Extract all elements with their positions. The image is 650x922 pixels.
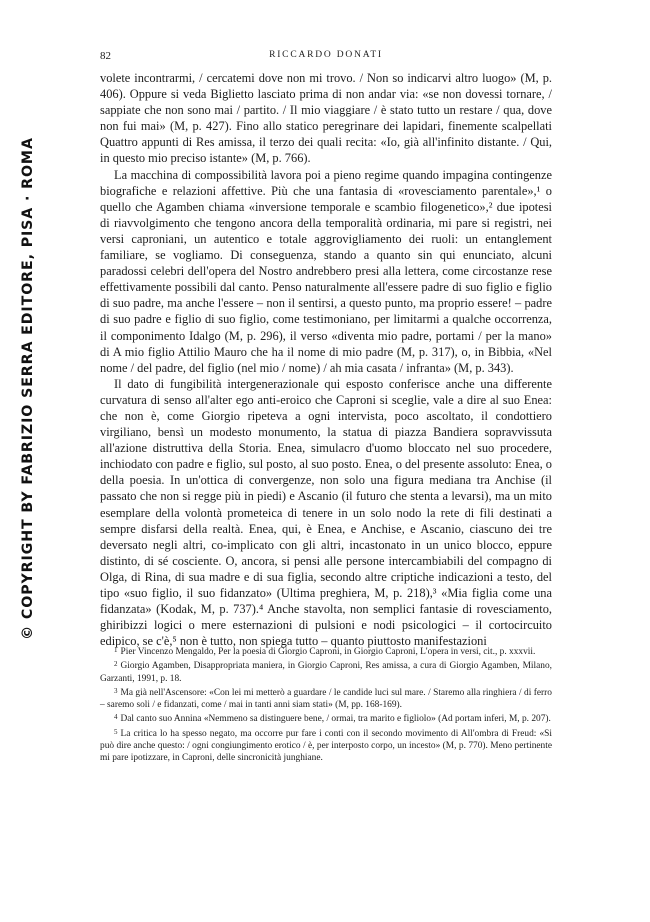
footnote-text: Ma già nell'Ascensore: «Con lei mi metterò a guardare / le candide luci sul mare. / Staremo alla ringhiera / di ferro – saremo soli / e fidanzati, come / mai in tanti anni siam stati» (M, pp. 168-169). [100, 687, 552, 711]
footnote-number: 3 [114, 686, 118, 695]
body-text [100, 70, 552, 649]
footnote-number: 2 [114, 660, 118, 669]
footnote-text: Giorgio Agamben, Disappropriata maniera, in Giorgio Caproni, Res amissa, a cura di Giorgio Agamben, Milano, Garzanti, 1991, p. 18. [100, 661, 552, 684]
footnote-text: Dal canto suo Annina «Nemmeno sa distinguere bene, / ormai, tra marito e figliolo» (Ad portam inferi, M, p. 207). [120, 714, 551, 725]
footnote [100, 711, 552, 725]
footnote [100, 644, 552, 658]
paragraph: Il dato di fungibilità intergenerazionale qui esposto conferisce anche una differente curvatura di senso all'alter ego anti-eroico che Caproni si sceglie, vale a dire al suo Enea: che non è, come Giorgio ripeteva a ogni intervista, poco ascoltato, il condottiero virgiliano, bensì un modesto monumento, la statua di piazza Bandiera sopravvissuta all'azione distruttiva della Storia. Enea, simulacro d'uomo bloccato nel suo procedere, inchiodato con padre e figlio, sul posto, al suo posto. Enea, o del presente assoluto: Enea, o della poesia. In un'ottica di convergenze, non solo una figura mediana tra Anchise (il passato che non si regge più in piedi) e Ascanio (il futuro che stenta a levarsi), ma un mito esemplare della volontà prometeica di tenere in un solo nodo la rete di fili destinati a sempre disfarsi della realtà. Enea, qui, è Enea, e Anchise, e Ascanio, ciascuno dei tre deversato negli altri, co-implicato con gli altri, incastonato in un unico blocco, eppure distinto, di sé cosciente. O, ancora, si pensi alle persone intercambiabili del compagno di Olga, di Rina, di sua madre e di sua figlia, secondo altre criptiche indicazioni a testo, del tipo «suo figlio, il suo fidanzato» (Ultima preghiera, M, p. 218),³ «Mia figlia come una fidanzata» (Kodak, M, p. 737).⁴ Anche stavolta, non semplici fantasie di rovesciamento, ghiribizzi logici o mere esternazioni di pulsioni e nodi psicologici – il cortocircuito edipico, se c'è,⁵ non è tutto, non spiega tutto – quanto piuttosto manifestazioni [100, 376, 552, 649]
copyright-notice: © COPYRIGHT BY FABRIZIO SERRA EDITORE, PISA · ROMA [20, 137, 36, 640]
running-head: RICCARDO DONATI [269, 50, 383, 60]
page-number: 82 [100, 50, 111, 62]
footnote [100, 726, 552, 765]
footnote-number: 4 [114, 713, 118, 722]
footnote [100, 658, 552, 685]
footnotes [100, 644, 552, 765]
footnote-text: Pier Vincenzo Mengaldo, Per la poesia di Giorgio Caproni, in Giorgio Caproni, L'opera in versi, cit., p. xxxvii. [120, 647, 536, 657]
footnote-text: La critica lo ha spesso negato, ma occorre pur fare i conti con il secondo movimento di All'ombra di Freud: «Si può dire anche questo: / ogni congiungimento erotico / è, per interposto corpo, un incesto» (M, p. 770). Meno pertinente mi pare ipotizzare, in Caproni, delle sincronicità junghiane. [100, 728, 552, 764]
footnote-number: 1 [114, 646, 118, 654]
footnote-number: 5 [114, 727, 118, 736]
footnote [100, 685, 552, 712]
paragraph: La macchina di compossibilità lavora poi a pieno regime quando impagina contingenze biografiche e relazioni affettive. Più che una fantasia di «rovesciamento parentale»,¹ o quello che Agamben chiama «inversione temporale e scambio filogenetico»,² due ipotesi di riavvolgimento che tengono ancora della temporalità ordinaria, mi pare si registri, nei versi caproniani, un autentico e totale aggrovigliamento dei ruoli: un entanglement familiare, se vogliamo. Di conseguenza, stando a quanto sin qui enunciato, alcuni paradossi celebri dell'opera del Nostro andrebbero presi alla lettera, come circostanze rese effettivamente possibili dal canto. Penso naturalmente all'essere padre di suo figlio e figlio di suo padre, ma anche l'essere – non il sentirsi, a questo punto, ma proprio essere! – padre di suo padre e figlio di suo figlio, come testimoniano, per limitarmi a qualche occorrenza, il componimento Idalgo (M, p. 296), il verso «diventa mio padre, portami / per la mano» di A mio figlio Attilio Mauro che ha il nome di mio padre (M, p. 317), o, in Bibbia, «Nel nome / del padre, del figlio (nel mio / nome) / ah mia casata / infranta» (M, p. 343). [100, 167, 552, 375]
paragraph: volete incontrarmi, / cercatemi dove non mi trovo. / Non so indicarvi altro luogo» (M, p. 406). Oppure si veda Biglietto lasciato prima di non andar via: «se non dovessi tornare, / sappiate che non sono mai / partito. / Il mio viaggiare / è stato tutto un restare / qua, dove non fui mai» (M, p. 427). Fino allo statico peregrinare dei lapidari, finemente scalpellati Quattro appunti di Res amissa, il terzo dei quali recita: «Io, già all'infinito distante. / Qui, in questo mio preciso istante» (M, p. 766). [100, 71, 552, 166]
page-header [100, 50, 552, 66]
